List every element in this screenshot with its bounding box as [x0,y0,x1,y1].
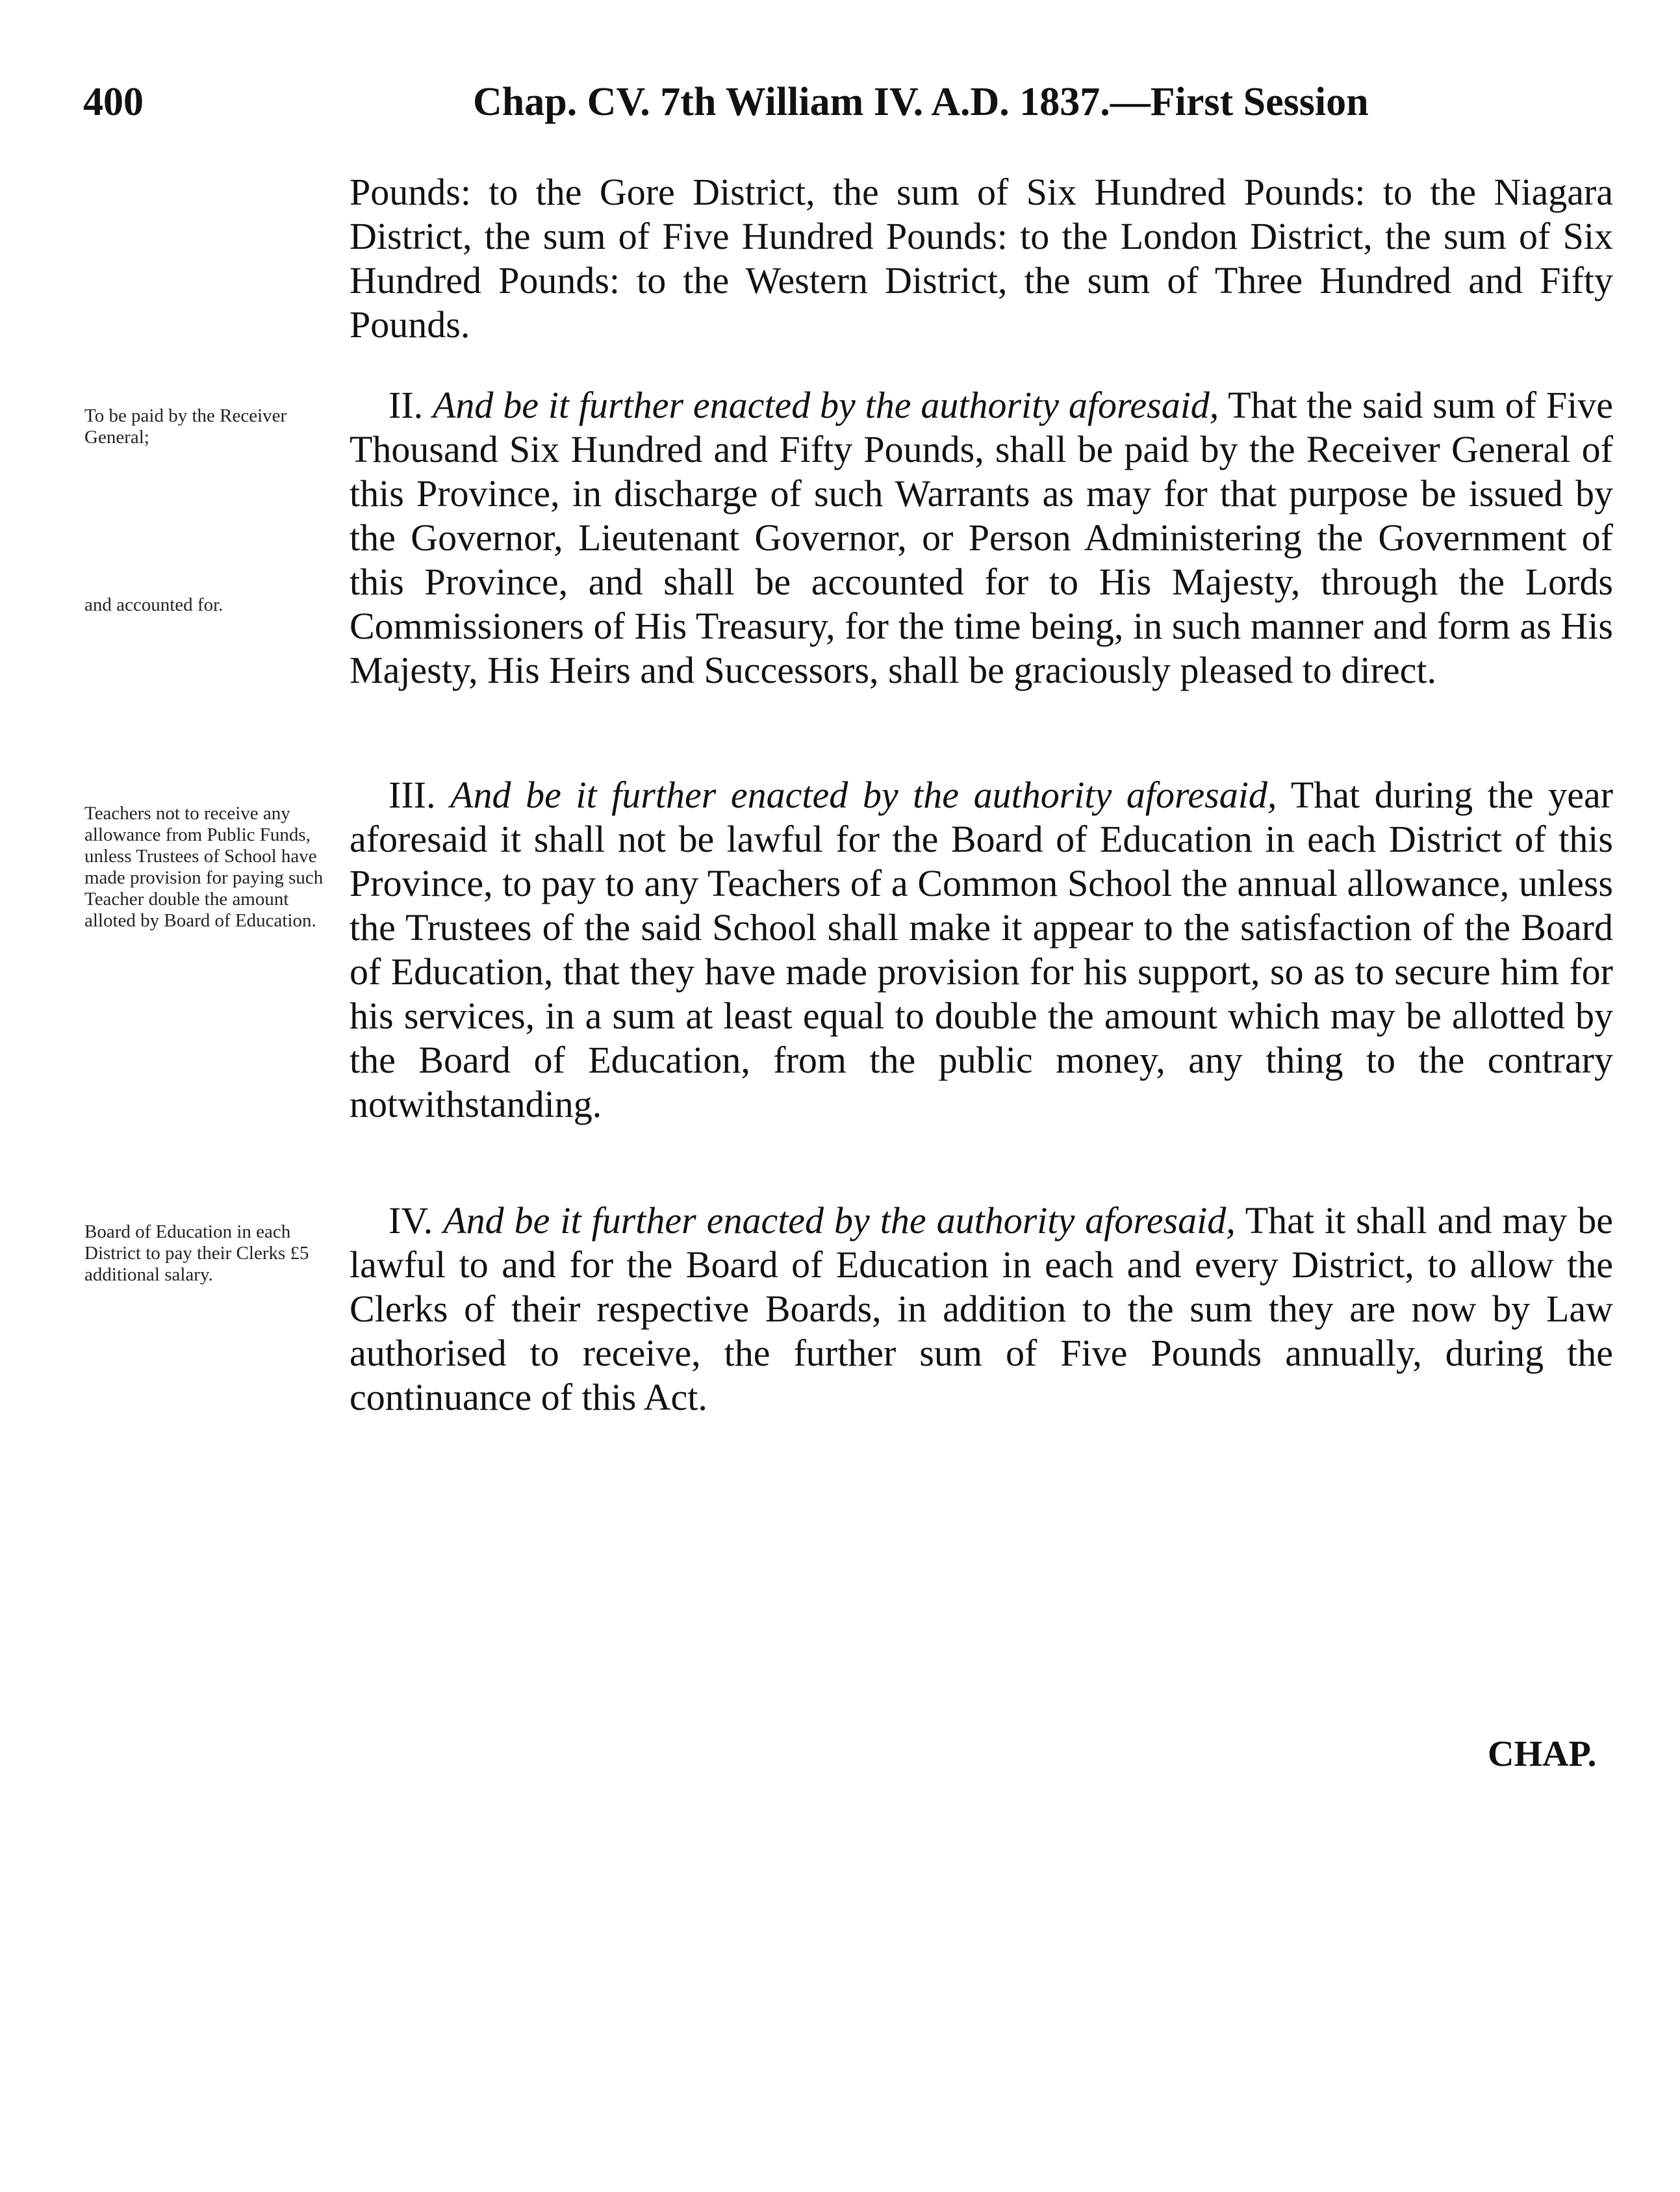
section-2-body: That the said sum of Five Thousand Six Hundred and Fifty Pounds, shall be paid by the Receiver General of this Province, in discharge of such Warrants as may for that purpose be issued by the Governor, Lieutenant Governor, or Person Administering the Government of this Province, and shall be accounted for to His Majesty, through the Lords Commissioners of His Treasury, for the time being, in such manner and form as His Majesty, His Heirs and Successors, shall be graciously pleased to direct. [350,384,1614,691]
section-3-numeral: III. [388,774,436,816]
section-4 [350,1199,1613,1420]
section-2 [350,383,1613,693]
page-number: 400 [83,80,144,124]
continuation-text: Pounds: to the Gore District, the sum of Six Hundred Pounds: to the Niagara District, the sum of Five Hundred Pounds: to the London District, the sum of Six Hundred Pounds: to the Western District, the sum of Three Hundred and Fifty Pounds. [350,171,1613,346]
section-4-paragraph [350,1199,1613,1420]
section-2-enacting-clause: And be it further enacted by the authority aforesaid, [432,384,1219,426]
section-2-paragraph [350,383,1613,693]
margin-note-accounted-for: and accounted for. [84,594,223,615]
page-header [77,73,1616,138]
section-3-body: That during the year aforesaid it shall not be lawful for the Board of Education in each District of this Province, to pay to any Teachers of a Common School the annual allowance, unless the Trustees of the said School shall make it appear to the satisfaction of the Board of Education, that they have made provision for his support, so as to secure him for his services, in a sum at least equal to double the amount which may be allotted by the Board of Education, from the public money, any thing to the contrary notwithstanding. [350,774,1614,1125]
section-4-enacting-clause: And be it further enacted by the authority aforesaid, [443,1199,1236,1242]
continuation-paragraph [350,170,1613,347]
running-head: Chap. CV. 7th William IV. A.D. 1837.—First Session [473,80,1369,124]
margin-note-clerks-salary: Board of Education in each District to pay their Clerks £5 additional salary. [84,1221,309,1285]
section-3-paragraph [350,773,1613,1127]
section-2-numeral: II. [388,384,424,426]
section-3-enacting-clause: And be it further enacted by the authority aforesaid, [450,774,1277,816]
section-4-body: That it shall and may be lawful to and for the Board of Education in each and every District, to allow the Clerks of their respective Boards, in addition to the sum they are now by Law authorised to receive, the further sum of Five Pounds annually, during the continuance of this Act. [350,1199,1614,1418]
section-3 [350,773,1613,1127]
margin-note-receiver-general: To be paid by the Receiver General; [84,405,287,448]
margin-note-teachers-allowance: Teachers not to receive any allowance from Public Funds, unless Trustees of School have made provision for paying such Teacher double the amount alloted by Board of Education. [84,803,324,931]
section-4-numeral: IV. [388,1199,433,1242]
catchword: CHAP. [1488,1734,1597,1774]
